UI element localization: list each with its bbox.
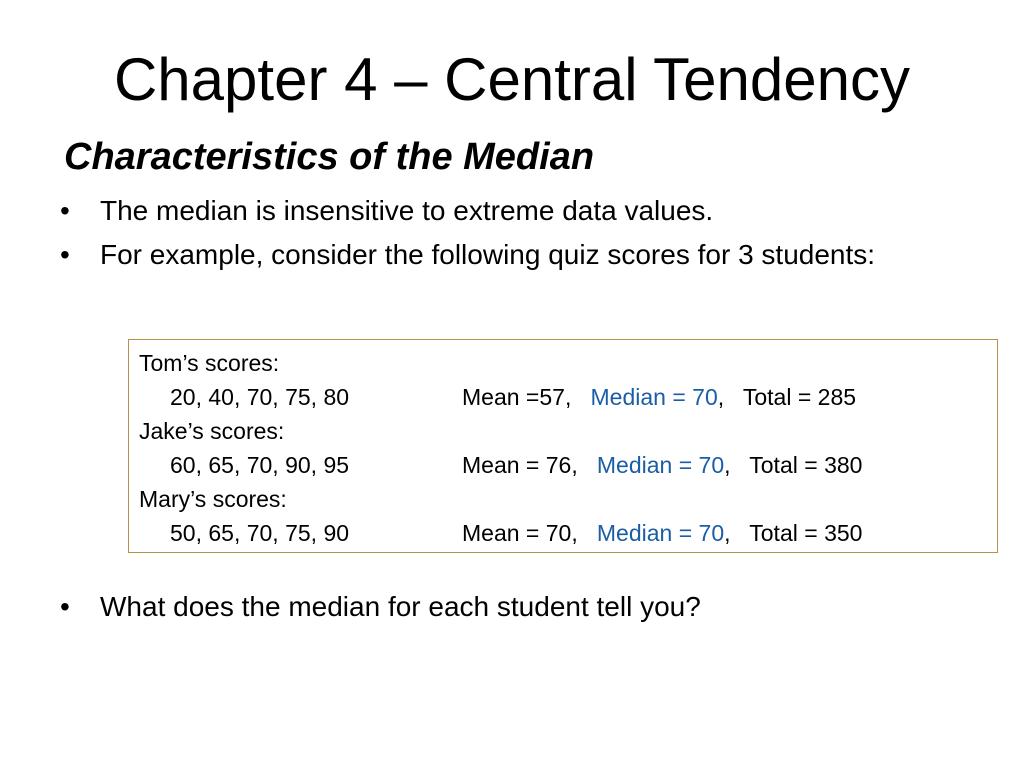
score-list: 50, 65, 70, 75, 90 xyxy=(170,520,350,546)
student-scores xyxy=(139,482,989,550)
total-value: , Total = 285 xyxy=(717,384,857,410)
median-value: Median = 70 xyxy=(590,384,718,410)
bullet-marker: • xyxy=(60,195,70,226)
score-list: 20, 40, 70, 75, 80 xyxy=(170,384,350,410)
median-value: Median = 70 xyxy=(596,452,725,478)
bullet-text: What does the median for each student tell you? xyxy=(100,591,701,622)
student-name: Tom’s scores: xyxy=(139,350,280,376)
student-name: Jake’s scores: xyxy=(139,418,285,444)
total-value: , Total = 350 xyxy=(724,520,863,546)
student-stats xyxy=(462,380,856,414)
bullet-marker: • xyxy=(60,239,70,270)
scores-box xyxy=(128,339,998,553)
student-scores xyxy=(139,414,989,482)
student-stats xyxy=(462,448,862,482)
student-stats-row xyxy=(139,380,989,414)
median-value: Median = 70 xyxy=(596,520,725,546)
total-value: , Total = 380 xyxy=(724,452,863,478)
slide-subtitle: Characteristics of the Median xyxy=(64,136,595,178)
mean-value: Mean = 76, xyxy=(462,452,597,478)
bullet-item xyxy=(60,590,960,624)
student-stats-row xyxy=(139,516,989,550)
mean-value: Mean =57, xyxy=(462,384,591,410)
mean-value: Mean = 70, xyxy=(462,520,597,546)
student-stats xyxy=(462,516,862,550)
student-scores xyxy=(139,346,989,414)
student-stats-row xyxy=(139,448,989,482)
bullet-marker: • xyxy=(60,591,70,622)
bullet-item xyxy=(60,238,960,272)
bullet-item xyxy=(60,194,960,228)
score-list: 60, 65, 70, 90, 95 xyxy=(170,452,350,478)
bullet-text: The median is insensitive to extreme data values. xyxy=(100,195,714,226)
student-name: Mary’s scores: xyxy=(139,486,287,512)
bullet-text: For example, consider the following quiz scores for 3 students: xyxy=(100,239,876,270)
slide-title: Chapter 4 – Central Tendency xyxy=(113,46,911,113)
